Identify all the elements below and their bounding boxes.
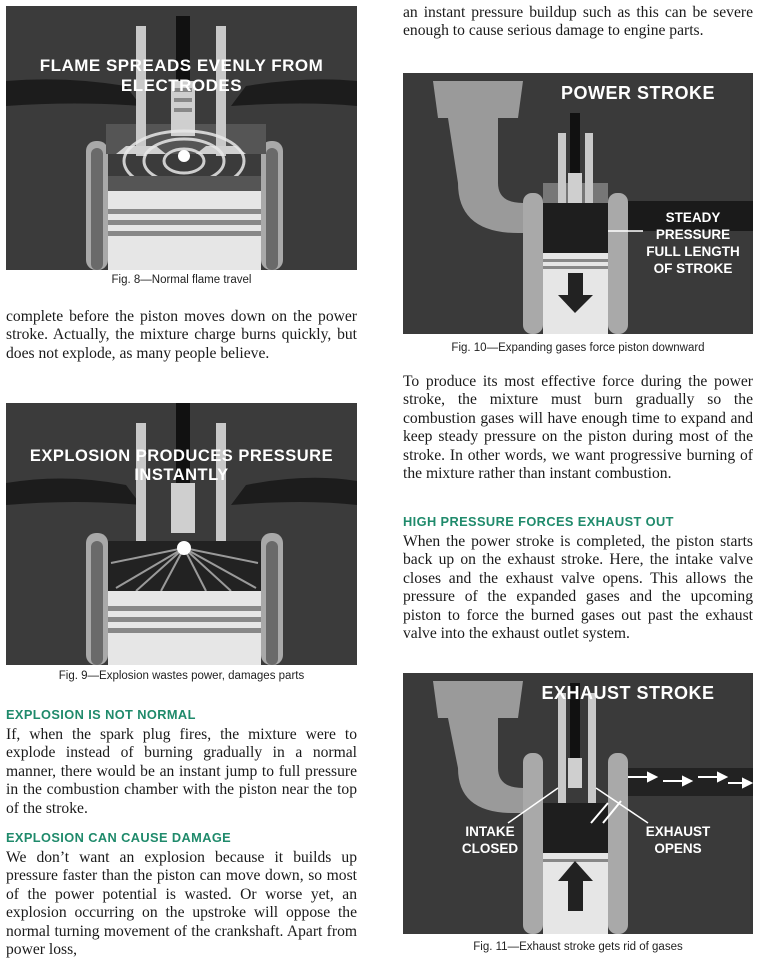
figure-10-illustration [403,73,753,334]
figure-11-callout-intake: INTAKE CLOSED [461,824,519,856]
figure-10-callout: STEADY PRESSURE FULL LENGTH OF STROKE [646,210,740,276]
figure-8-title: FLAME SPREADS EVENLY FROM ELECTRODES [39,56,324,95]
figure-10-caption: Fig. 10—Expanding gases force piston downward [451,342,705,354]
figure-11-callout-exhaust: EXHAUST OPENS [645,824,711,856]
figure-9-explosion [6,403,357,665]
figure-8-normal-flame [6,6,357,270]
figure-11-exhaust-stroke [403,673,753,934]
figure-9-caption: Fig. 9—Explosion wastes power, damages parts [58,670,305,682]
heading-explosion-not-normal: EXPLOSION IS NOT NORMAL [6,707,196,722]
heading-high-pressure-forces-exhaust: HIGH PRESSURE FORCES EXHAUST OUT [403,514,674,529]
left-paragraph-3: We don’t want an explosion because it builds up pressure faster than the piston can move down, so most of the power potential is wasted. Or worse yet, an explosion occurring on the upstroke will oppose the normal turning movement of the crankshaft. Apart from power loss, [6,849,357,959]
figure-11-title: EXHAUST STROKE [541,683,715,703]
left-paragraph-2: If, when the spark plug fires, the mixture were to explode instead of burning gradually in a normal manner, there would be an instant jump to full pressure in the combustion chamber with the piston near the top of the stroke. [6,726,357,817]
right-paragraph-1: an instant pressure buildup such as this can be severe enough to cause serious damage to engine parts. [403,4,753,40]
figure-10-title: POWER STROKE [560,83,715,103]
figure-9-illustration [6,403,357,665]
figure-10-power-stroke [403,73,753,334]
figure-9-title: EXPLOSION PRODUCES PRESSURE INSTANTLY [29,447,334,484]
left-paragraph-1: complete before the piston moves down on the power stroke. Actually, the mixture charge burns quickly, but does not explode, as many people believe. [6,308,357,362]
figure-8-illustration [6,6,357,270]
figure-11-illustration [403,673,753,934]
figure-11-caption: Fig. 11—Exhaust stroke gets rid of gases [473,941,683,953]
right-paragraph-2: To produce its most effective force during the power stroke, the mixture must burn gradually so the combustion gases will have enough time to expand and keep steady pressure on the piston during most of the stroke. In other words, we want progressive burning of the mixture rather than instant combustion. [403,373,753,483]
right-paragraph-3: When the power stroke is completed, the piston starts back up on the exhaust stroke. Here, the intake valve closes and the exhaust valve opens. This allows the pressure of the expanded gases and the upcoming piston to force the burned gases out past the exhaust valve into the exhaust outlet system. [403,533,753,643]
figure-8-caption: Fig. 8—Normal flame travel [111,274,252,286]
heading-explosion-can-cause-damage: EXPLOSION CAN CAUSE DAMAGE [6,830,232,845]
